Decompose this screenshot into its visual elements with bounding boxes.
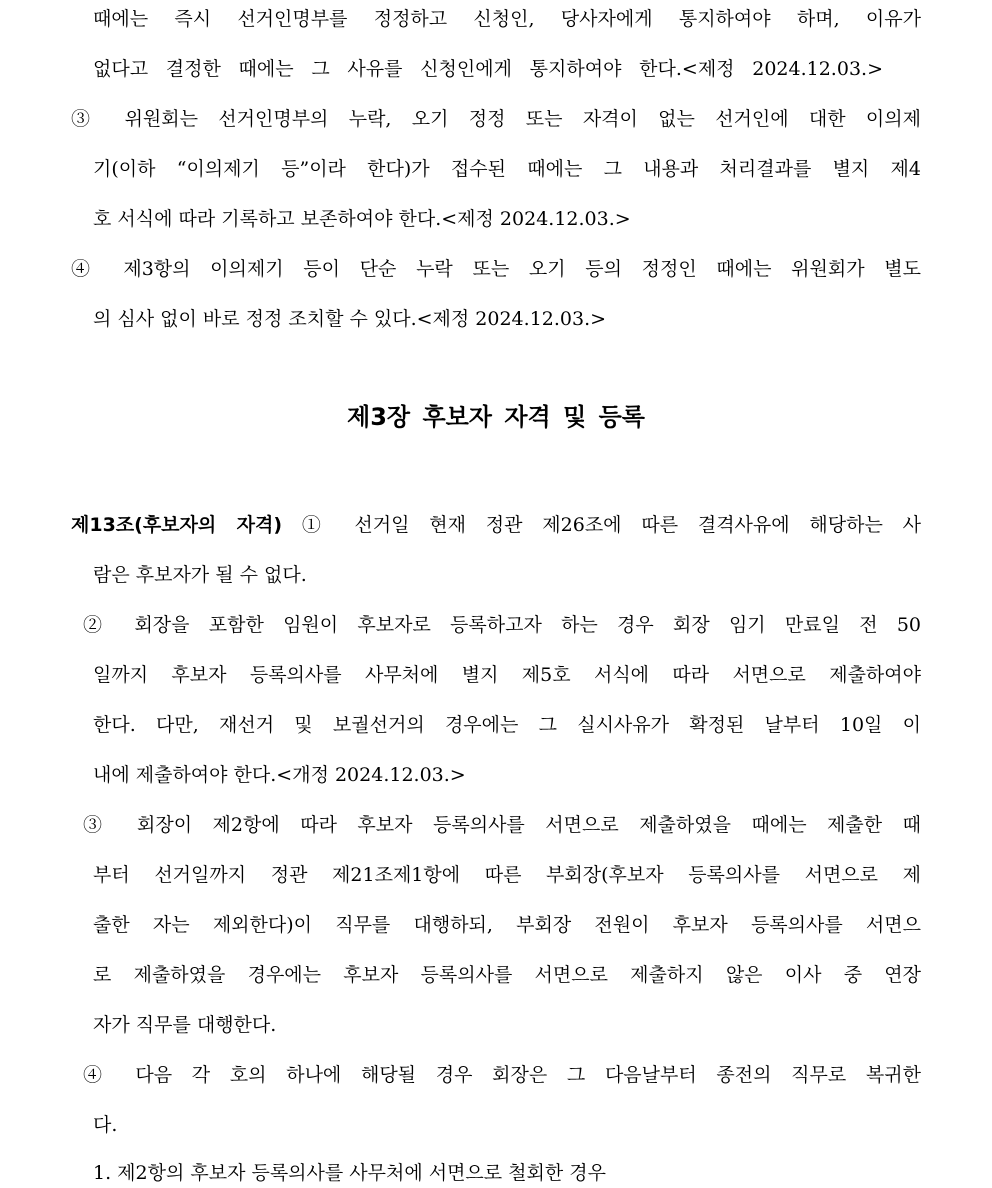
article13-title: 제13조(후보자의 자격) bbox=[71, 514, 283, 536]
article13-para3-line-4: 로 제출하였을 경우에는 후보자 등록의사를 서면으로 제출하지 않은 이사 중 연장 bbox=[93, 964, 921, 986]
chapter-heading: 제3장 후보자 자격 및 등록 bbox=[347, 403, 645, 431]
article13-para3-line-5: 자가 직무를 대행한다. bbox=[93, 1014, 277, 1036]
article13-first-line bbox=[71, 512, 921, 538]
article13-para1-line-2: 람은 후보자가 될 수 없다. bbox=[93, 564, 307, 586]
article13-para2-line-1: ② 회장을 포함한 임원이 후보자로 등록하고자 하는 경우 회장 임기 만료일 전 50 bbox=[83, 614, 921, 636]
para4-line-2: 의 심사 없이 바로 정정 조치할 수 있다.<제정 2024.12.03.> bbox=[93, 308, 607, 330]
article13-para3-line-2: 부터 선거일까지 정관 제21조제1항에 따른 부회장(후보자 등록의사를 서면으로 제 bbox=[93, 864, 921, 886]
article13-para3-line-1: ③ 회장이 제2항에 따라 후보자 등록의사를 서면으로 제출하였을 때에는 제출한 때 bbox=[83, 814, 921, 836]
article13-para3-line-3: 출한 자는 제외한다)이 직무를 대행하되, 부회장 전원이 후보자 등록의사를 서면으 bbox=[93, 914, 921, 936]
article13-para4-line-2: 다. bbox=[93, 1114, 118, 1136]
article13-para2-line-2: 일까지 후보자 등록의사를 사무처에 별지 제5호 서식에 따라 서면으로 제출하여야 bbox=[93, 664, 921, 686]
para2-line-2: 없다고 결정한 때에는 그 사유를 신청인에게 통지하여야 한다.<제정 2024.12.03.> bbox=[93, 58, 883, 80]
article13-para2-line-4: 내에 제출하여야 한다.<개정 2024.12.03.> bbox=[93, 764, 466, 786]
article13-first-line-text: ① 선거일 현재 정관 제26조에 따른 결격사유에 해당하는 사 bbox=[282, 514, 921, 536]
para3-line-1: ③ 위원회는 선거인명부의 누락, 오기 정정 또는 자격이 없는 선거인에 대한 이의제 bbox=[71, 108, 921, 130]
article13-para4-line-1: ④ 다음 각 호의 하나에 해당될 경우 회장은 그 다음날부터 종전의 직무로 복귀한 bbox=[83, 1064, 921, 1086]
para3-line-3: 호 서식에 따라 기록하고 보존하여야 한다.<제정 2024.12.03.> bbox=[93, 208, 631, 230]
para2-line-1: 때에는 즉시 선거인명부를 정정하고 신청인, 당사자에게 통지하여야 하며, 이유가 bbox=[93, 8, 921, 30]
para3-line-2: 기(이하 “이의제기 등”이라 한다)가 접수된 때에는 그 내용과 처리결과를 별지 제4 bbox=[93, 158, 921, 180]
article13-para2-line-3: 한다. 다만, 재선거 및 보궐선거의 경우에는 그 실시사유가 확정된 날부터 10일 이 bbox=[93, 714, 921, 736]
para4-line-1: ④ 제3항의 이의제기 등이 단순 누락 또는 오기 등의 정정인 때에는 위원회가 별도 bbox=[71, 258, 921, 280]
article13-item-1: 1. 제2항의 후보자 등록의사를 사무처에 서면으로 철회한 경우 bbox=[93, 1162, 606, 1184]
